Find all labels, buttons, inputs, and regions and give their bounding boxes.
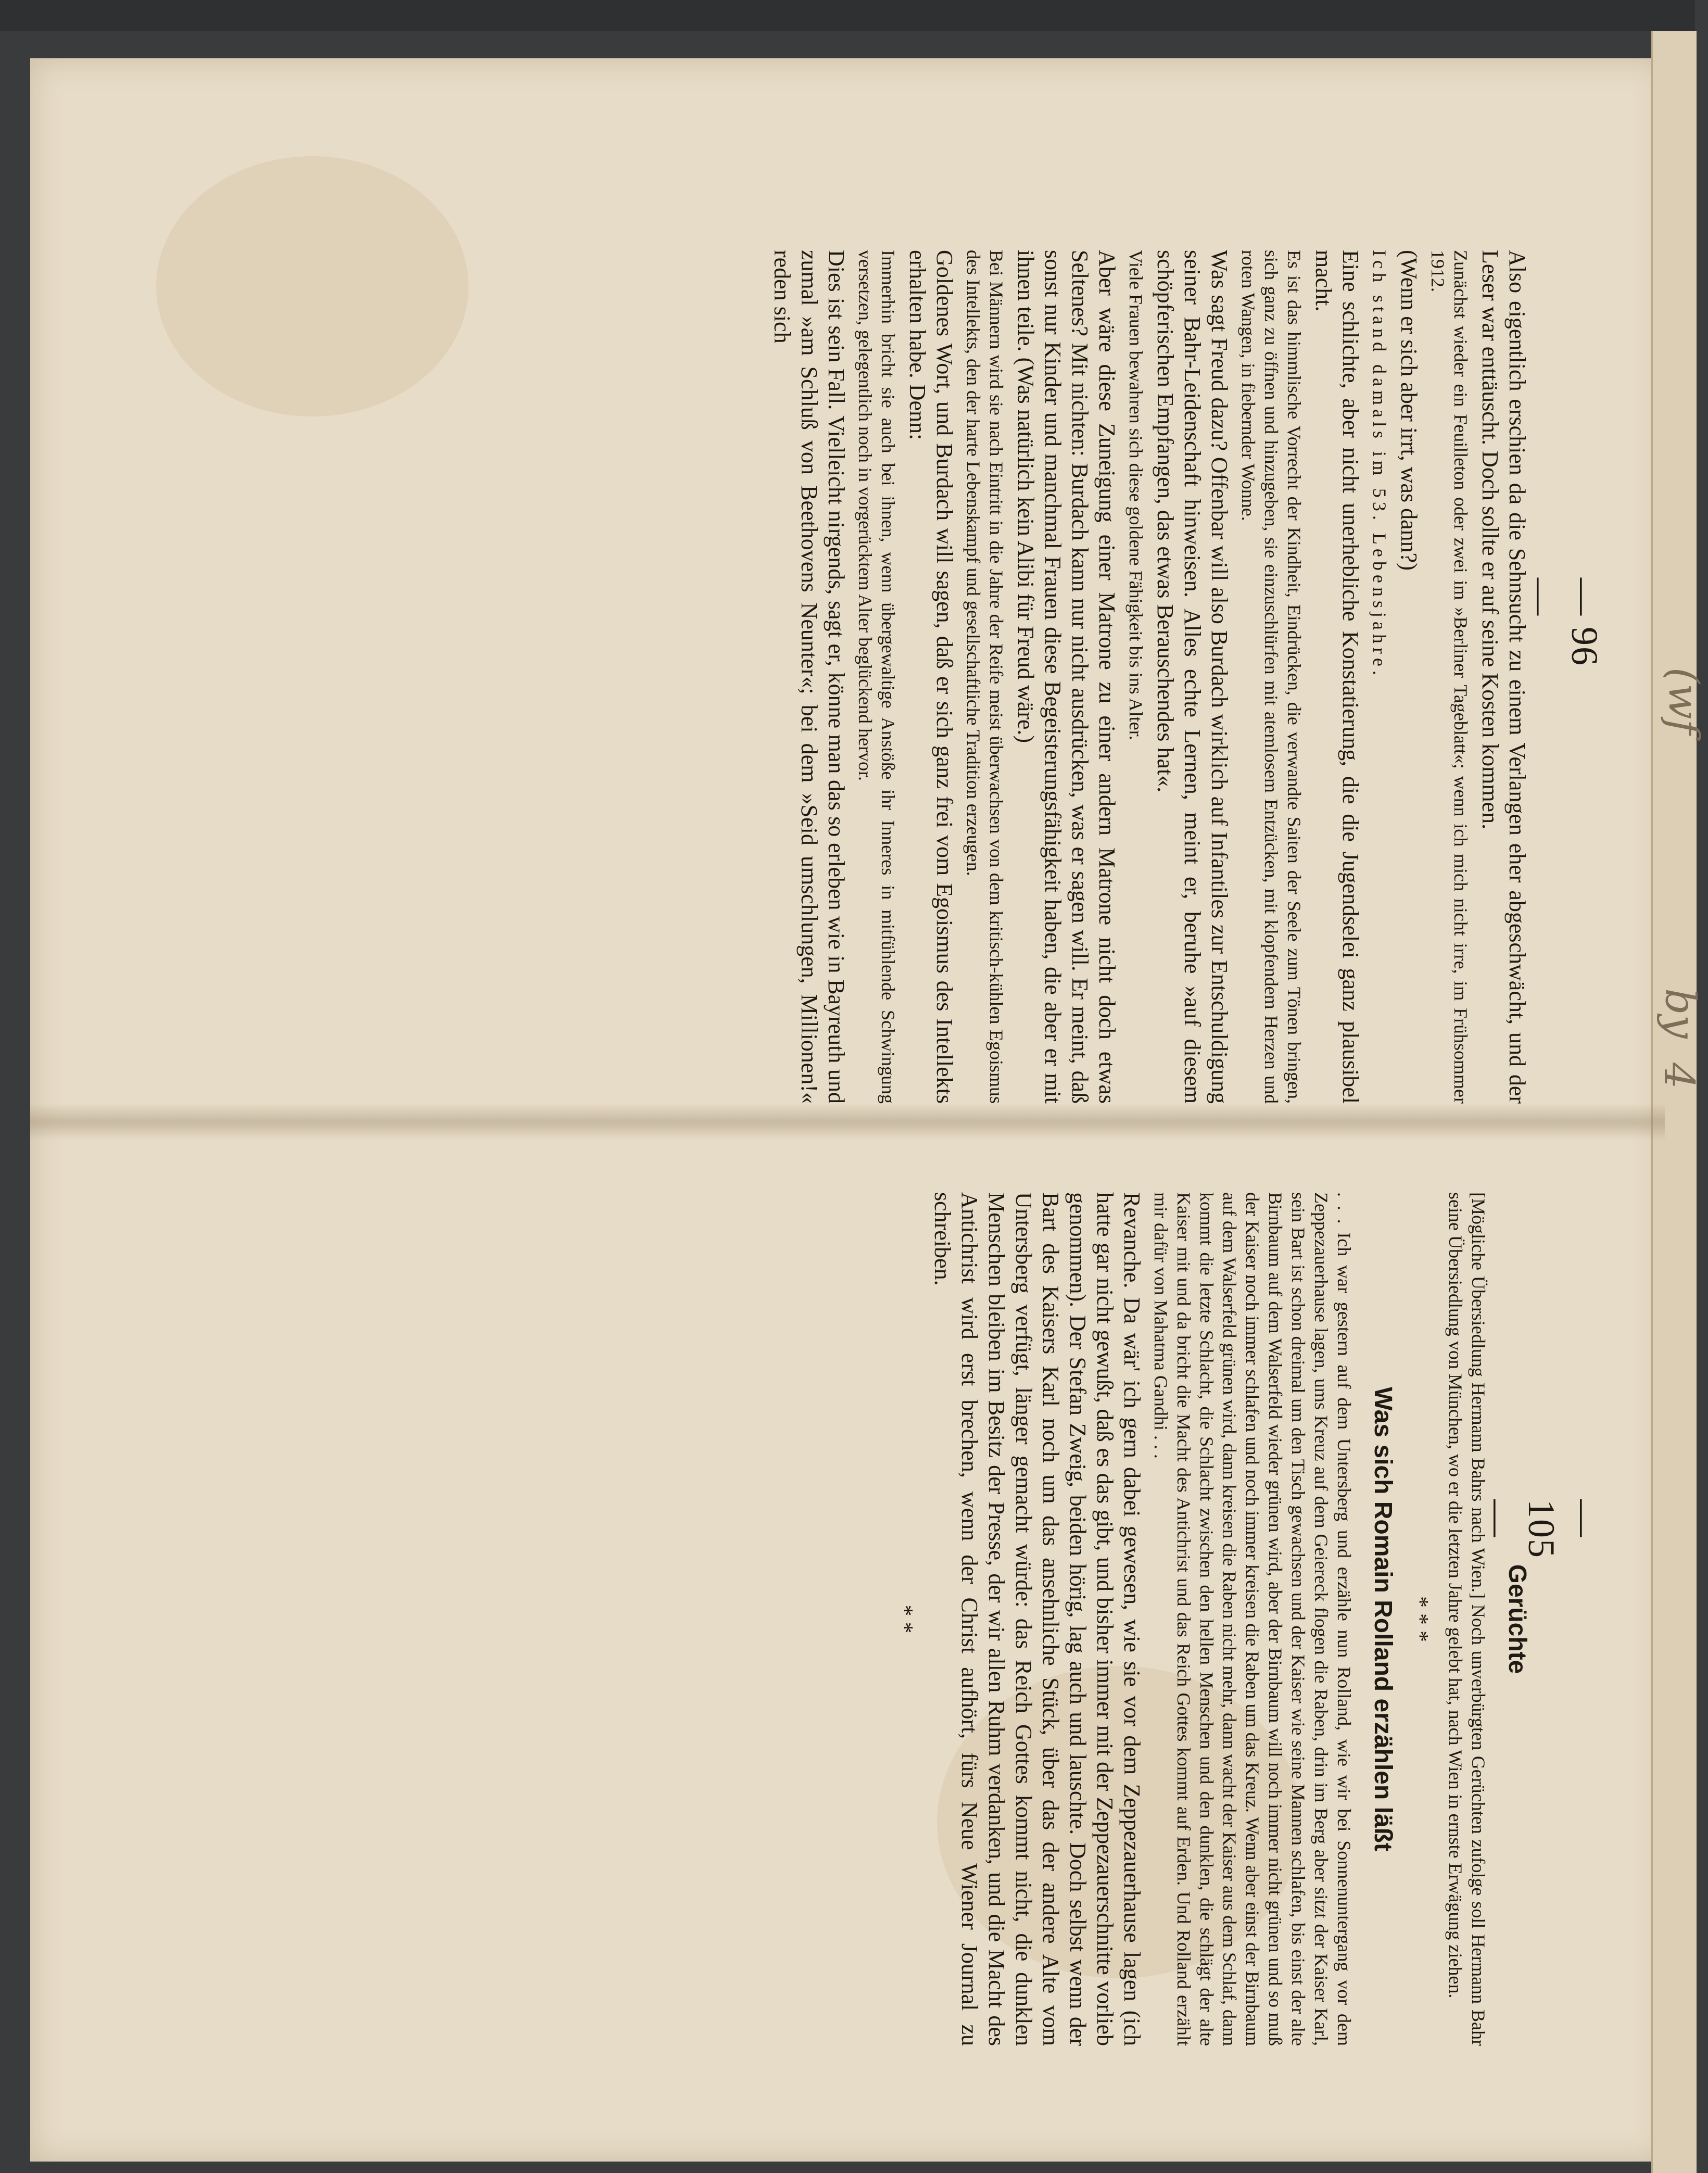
section-divider: * * [892,1605,918,1634]
pencil-note: (wf [1660,667,1708,735]
paragraph: Eine schlichte, aber nicht unerhebliche Konstatierung, die die Jugendselei ganz plausibel macht. [1311,250,1363,1104]
page-105-text [881,1192,1530,2046]
page-number: — 96 — [1521,578,1605,666]
paper-stain [156,156,469,416]
pencil-note: by [1656,988,1705,1039]
paragraph: Also eigentlich erschien da die Sehnsucht zu einem Verlangen eher abgeschwächt, und der Leser war enttäuscht. Doch sollte er auf seine Kosten kommen. [1477,250,1530,1104]
scanner-background [0,0,1695,31]
paragraph: Immerhin bricht sie auch bei ihnen, wenn übergewaltige Anstöße ihr Inneres in mitfühlende Schwingung versetzen, gelegentlich noch in vorgerücktem Alter beglückend hervor. [855,250,899,1104]
paragraph: Goldenes Wort, und Burdach will sagen, daß er sich ganz frei vom Egoismus des Intellekts erhalten habe. Denn: [905,250,957,1104]
paragraph: [Mögliche Übersiedlung Hermann Bahrs nach Wien.] Noch unverbürgten Gerüchten zufolge soll Hermann Bahr seine Übersiedlung von München, wo er die letzten Jahre gelebt hat, nach Wien in ernste Erwägung ziehen. [1445,1192,1489,2046]
section-heading: Gerüchte [1503,1564,1531,1674]
paragraph: . . . Ich war gestern auf dem Untersberg und erzähle nun Rolland, wie wir bei Sonnenuntergang vor dem Zeppezauerhause lagen, ums Kreuz auf dem Geiereck flogen die Raben, drin im Berg aber sitzt der Kaiser Karl, sein Bart ist schon dreimal um den Tisch gewachsen und der Kaiser wie seine Mannen schlafen, bis einst der alte Birnbaum auf dem Walserfeld wieder grünen wird, aber der Birnbaum will noch immer nicht grünen und so muß der Kaiser noch immer schlafen und noch immer kreisen die Raben um das Kreuz. Wenn aber einst der Birnbaum auf dem Walserfeld grünen wird, dann kreisen die Raben nicht mehr, dann wacht der Kaiser aus dem Schlaf, dann kommt die letzte Schlacht, die Schlacht zwischen den hellen Menschen und den dunklen, die schlägt der alte Kaiser mit und da bricht die Macht des Antichrist und das Reich Gottes kommt auf Erden. Und Rolland erzählt mir dafür von Mahatma Gandhi . . . [1150,1192,1355,2046]
paragraph: Ich stand damals im 53. Lebensjahre. [1369,250,1390,679]
pencil-note: 4 [1654,1063,1703,1089]
paragraph: (Wenn er sich aber irrt, was dann?) [1396,250,1422,571]
paragraph: Revanche. Da wär' ich gern dabei gewesen, wie sie vor dem Zeppezauerhause lagen (ich hatte gar nicht gewußt, daß es das gibt, und bisher immer mit der Zeppezauerschnitte vorlieb genommen). Der Stefan Zweig, beiden hörig, lag auch und lauschte. Doch selbst wenn der Bart des Kaisers Karl noch um das ansehnliche Stück, über das der andere Alte vom Untersberg verfügt, länger gemacht würde: das Reich Gottes kommt nicht, die dunklen Menschen bleiben im Besitz der Presse, der wir allen Ruhm verdanken, und die Macht des Antichrist wird erst brechen, wenn der Christ aufhört, fürs Neue Wiener Journal zu schreiben. [930,1192,1145,2046]
page-number: — 105 — [1477,1499,1605,1559]
paragraph: Zunächst wieder ein Feuilleton oder zwei im »Berliner Tageblatt«; wenn ich mich nicht irre, im Frühsommer 1912. [1427,250,1471,1104]
paragraph: Was sagt Freud dazu? Offenbar will also Burdach wirklich auf Infantiles zur Entschuldigung seiner Bahr-Leidenschaft hinweisen. Alles echte Lernen, meint er, beruhe »auf diesem schöpferischen Empfangen, das etwas Berauschendes hat«. [1153,250,1232,1104]
paragraph: Bei Männern wird sie nach Eintritt in die Jahre der Reife meist überwachsen von dem kritisch-kühlen Egoismus des Intellekts, den der harte Lebenskampf und gesellschaftliche Tradition erzeugen. [963,250,1007,1104]
page-96-text [764,250,1530,1104]
paragraph: Es ist das himmlische Vorrecht der Kindheit, Eindrücken, die verwandte Saiten der Seele zum Tönen bringen, sich ganz zu öffnen und hinzugeben, sie einzuschlürfen mit atemlosem Entzücken, mit klopfendem Herzen und roten Wangen, in fiebernder Wonne. [1238,250,1305,1104]
paragraph: Aber wäre diese Zuneigung einer Matrone zu einer andern Matrone nicht doch etwas Seltenes? Mit nichten: Burdach kann nur nicht ausdrücken, was er sagen will. Er meint, daß sonst nur Kinder und manchmal Frauen diese Begeisterungsfähigkeit haben, die aber er mit ihnen teile. (Was natürlich kein Alibi für Freud wäre.) [1013,250,1120,1104]
paragraph: Dies ist sein Fall. Vielleicht nirgends, sagt er, könne man das so erleben wie in Bayreuth und zumal »am Schluß von Beethovens Neunter«; bei dem »Seid umschlungen, Millionen!« reden sich [769,250,849,1104]
adjacent-page-edge [1651,31,1697,2173]
section-divider: * * * [1408,1596,1433,1642]
section-heading: Was sich Romain Rolland erzählen läßt [1369,1387,1397,1851]
paragraph: Viele Frauen bewahren sich diese goldene Fähigkeit bis ins Alter. [1125,250,1146,740]
page-fold [30,1104,1665,1140]
